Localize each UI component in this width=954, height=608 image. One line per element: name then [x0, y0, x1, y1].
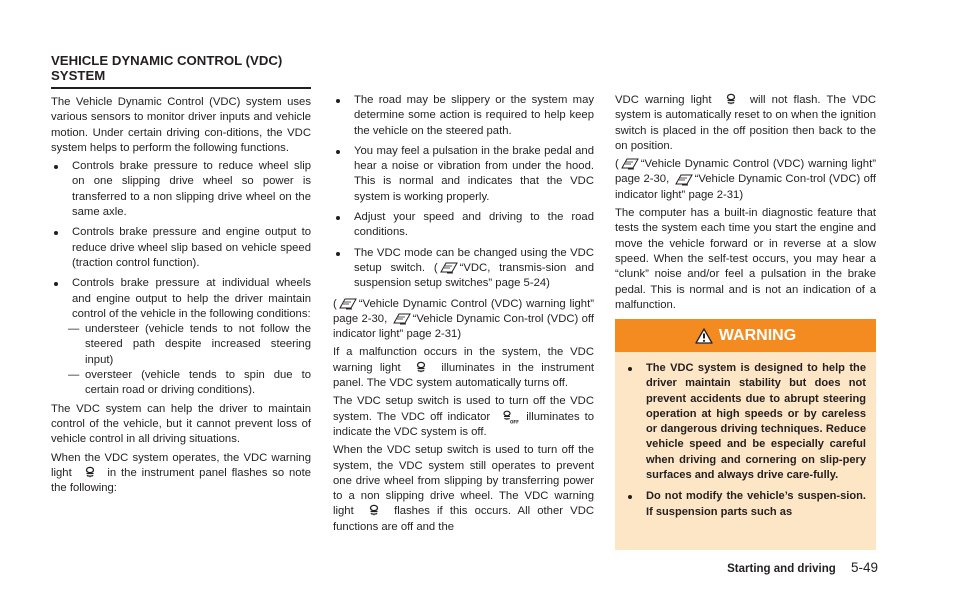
paragraph-text: in the instrument panel flashes so note the following: [51, 466, 312, 495]
paragraph-text: “Vehicle Dynamic Control (VDC) warning light” page 2-30, [615, 158, 876, 186]
intro-paragraph: The Vehicle Dynamic Control (VDC) system uses various sensors to monitor driver inputs and vehicle motion. Under certain driving con-ditions, the VDC system helps to perform the following functions. [51, 96, 311, 154]
warning-title: WARNING [718, 326, 797, 344]
list-item: — oversteer (vehicle tends to spin due to certain road or driving conditions). [68, 368, 311, 399]
list-item: You may feel a pulsation in the brake pedal and hear a noise or vibration from under the hood. This is normal and indicates that the VDC system is working properly. [333, 144, 594, 205]
paragraph [333, 345, 594, 391]
svg-text:OFF: OFF [510, 419, 520, 425]
reference-paragraph [615, 157, 876, 203]
paragraph: The VDC system can help the driver to maintain control of the vehicle, but it cannot prevent loss of vehicle control in all driving situations. [51, 402, 311, 446]
warning-header [615, 319, 876, 352]
vdc-warning-light-icon [724, 93, 738, 107]
reference-book-icon [339, 297, 357, 311]
list-item [333, 246, 594, 292]
vdc-functions-list [51, 159, 311, 398]
warning-box [615, 319, 876, 550]
vdc-warning-light-icon [83, 466, 97, 480]
paragraph-text: flashes if this occurs. All other VDC functions are off and the [333, 505, 595, 533]
paragraph [615, 93, 876, 154]
paragraph-text: The VDC setup switch is used to turn off the VDC system. The VDC off indicator [333, 395, 594, 423]
paragraph-text: VDC warning light [615, 94, 712, 106]
list-item: Do not modify the vehicle’s suspen-sion. If suspension parts such as [625, 489, 866, 520]
list-item: — understeer (vehicle tends to not follow the steered path despite increased steering input) [68, 322, 311, 368]
list-item-text: “VDC, transmis-sion and suspension setup switches” page 5-24) [354, 261, 594, 290]
paragraph-text: “Vehicle Dynamic Con-trol (VDC) off indicator light” page 2-31) [333, 312, 594, 341]
list-item: Controls brake pressure to reduce wheel slip on one slipping drive wheel so power is transferred to a non slipping drive wheel on the same axle. [51, 159, 311, 220]
reference-book-icon [393, 312, 411, 326]
vdc-off-indicator-icon [501, 410, 520, 425]
reference-book-icon [440, 261, 458, 275]
section-heading: VEHICLE DYNAMIC CONTROL (VDC) SYSTEM [51, 53, 311, 89]
list-item: The VDC system is designed to help the driver maintain stability but does not prevent accidents due to abrupt steering operation at high speeds or by careless or dangerous driving techniques. Reduce vehicle speed and be especially careful when driving and cornering on slip-pery surfaces and always drive care-fully. [625, 361, 866, 483]
vdc-warning-light-icon [414, 361, 428, 375]
list-item-text: Controls brake pressure at individual wheels and engine output to help the driver maintain control of the vehicle in the following conditions: [72, 277, 311, 320]
list-item: Adjust your speed and driving to the road conditions. [333, 210, 594, 241]
paragraph-text: ( [615, 158, 619, 171]
paragraph-text: When the VDC setup switch is used to turn off the system, the VDC system still operates to prevent one drive wheel from slipping by transferring power to a non slipping drive wheel. The VDC warning light [333, 444, 594, 518]
reference-paragraph [333, 297, 594, 343]
operation-notes-list [333, 93, 594, 292]
page-footer [727, 560, 878, 575]
column-middle [333, 93, 594, 538]
paragraph-text: will not flash. The VDC system is automatically reset to on when the ignition switch is placed in the off position then back to the on position. [615, 94, 877, 152]
paragraph-text: If a malfunction occurs in the system, the VDC warning light [333, 346, 594, 374]
column-right [615, 93, 876, 316]
column-left [51, 95, 311, 499]
paragraph-text: When the VDC system operates, the VDC warning light [51, 451, 311, 479]
paragraph-text: “Vehicle Dynamic Con-trol (VDC) off indicator light” page 2-31) [615, 173, 876, 201]
list-item [51, 276, 311, 398]
list-item-text: The VDC mode can be changed using the VDC setup switch. ( [354, 246, 594, 274]
paragraph [333, 443, 594, 535]
list-item: Controls brake pressure and engine output to reduce drive wheel slip based on vehicle speed (traction control function). [51, 225, 311, 271]
vdc-warning-light-icon [367, 504, 381, 518]
paragraph [51, 451, 311, 497]
footer-section-title: Starting and driving [727, 563, 836, 575]
warning-list [615, 352, 876, 520]
conditions-list [51, 322, 311, 398]
paragraph [333, 394, 594, 440]
reference-book-icon [675, 173, 693, 187]
paragraph-text: ( [333, 297, 337, 310]
paragraph-text: illuminates in the instrument panel. The VDC system automatically turns off. [333, 361, 595, 390]
warning-triangle-icon [695, 328, 713, 344]
paragraph-text: illuminates to indicate the VDC system is off. [333, 410, 595, 438]
paragraph: The computer has a built-in diagnostic feature that tests the system each time you start the engine and move the vehicle forward or in reverse at a slow speed. When the self-test occurs, you may hear a “clunk” noise and/or feel a pulsation in the brake pedal. This is normal and is not an indication of a malfunction. [615, 207, 876, 311]
reference-book-icon [621, 157, 639, 171]
page-number: 5-49 [850, 560, 878, 575]
list-item: The road may be slippery or the system may determine some action is required to help keep the vehicle on the steered path. [333, 93, 594, 139]
paragraph-text: “Vehicle Dynamic Control (VDC) warning light” page 2-30, [333, 297, 594, 325]
